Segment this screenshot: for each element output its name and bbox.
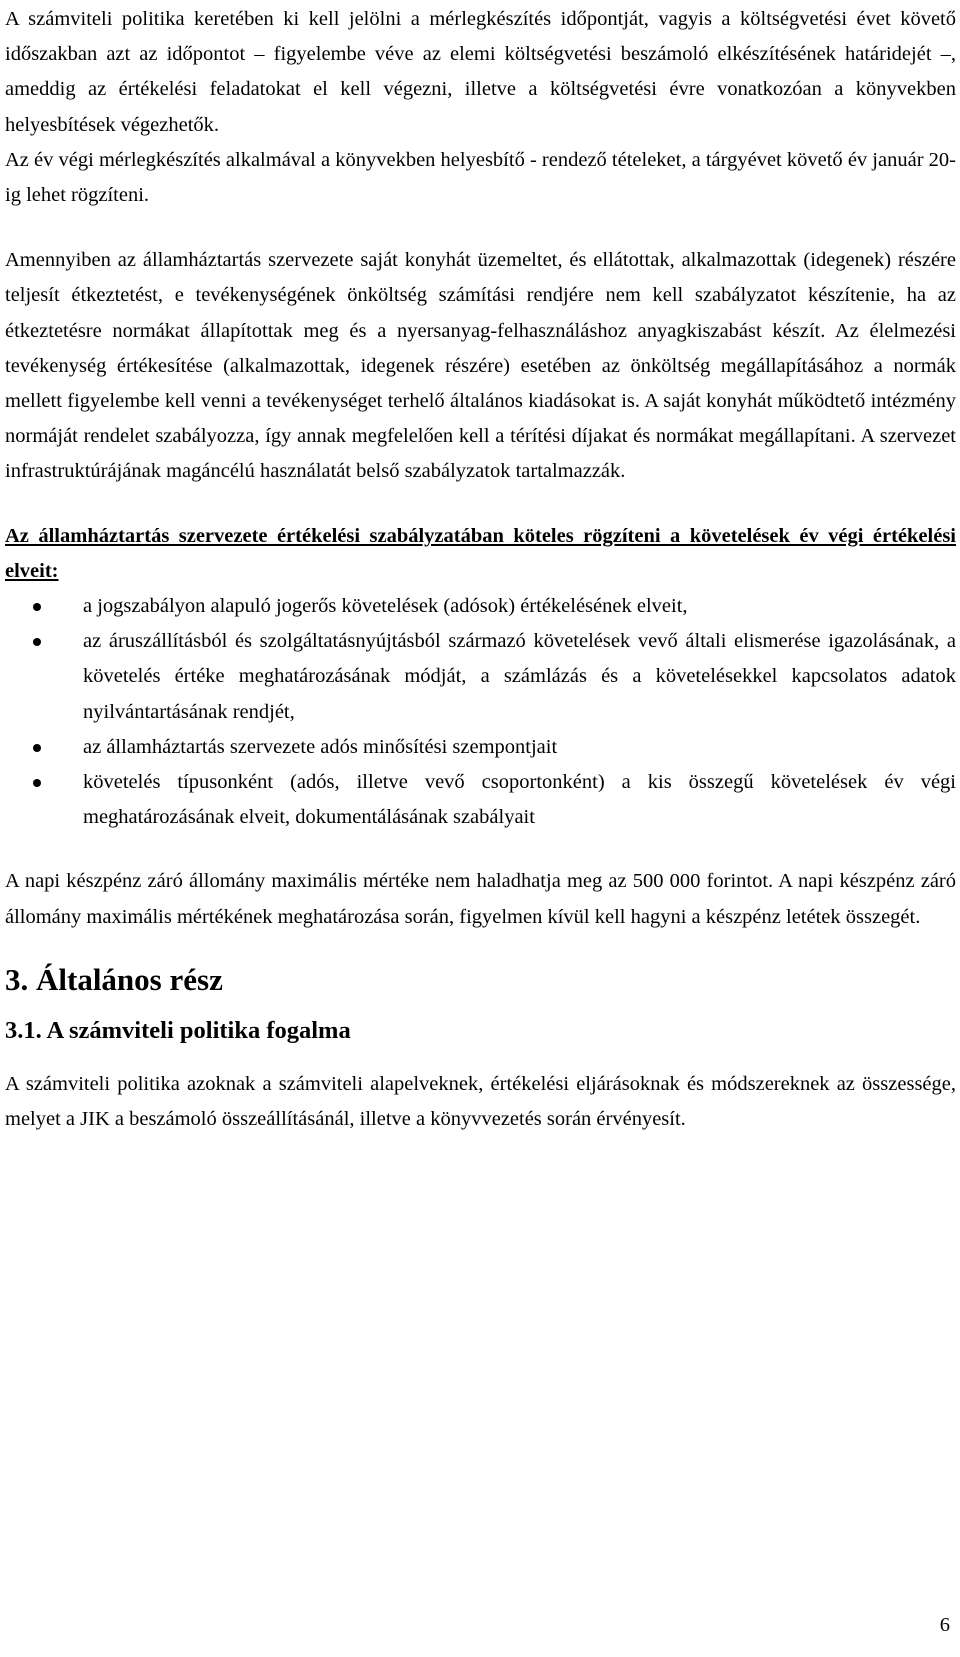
subsection-heading: 3.1. A számviteli politika fogalma bbox=[5, 1016, 351, 1044]
bullet-icon bbox=[33, 744, 41, 752]
list-item bbox=[5, 624, 956, 730]
spacer bbox=[5, 490, 956, 519]
section-heading: 3. Általános rész bbox=[5, 961, 223, 997]
list-item-text: az államháztartás szervezete adós minősítési szempontjait bbox=[83, 735, 558, 758]
list-item bbox=[5, 765, 956, 835]
paragraph-year-end-corrections: Az év végi mérlegkészítés alkalmával a könyvekben helyesbítő - rendező tételeket, a tárgyévet követő év január 20-ig lehet rögzíteni. bbox=[5, 148, 956, 207]
document-body bbox=[5, 2, 956, 1137]
list-item bbox=[5, 589, 956, 624]
list-item-text: a jogszabályon alapuló jogerős követelések (adósok) értékelésének elveit, bbox=[83, 595, 688, 618]
receivables-principles-list bbox=[5, 589, 956, 835]
spacer bbox=[5, 1048, 956, 1067]
paragraph-balance-sheet-date: A számviteli politika keretében ki kell jelölni a mérlegkészítés időpontját, vagyis a költségvetési évet követő időszakban azt az időpontot – figyelembe véve az elemi költségvetési beszámoló elkészítésének határidejét –, ameddig az értékelési feladatokat el kell végezni, illetve a költségvetési évre vonatkozóan a könyvekben helyesbítések végezhetők. bbox=[5, 8, 956, 136]
spacer bbox=[5, 935, 956, 960]
paragraph-kitchen-catering: Amennyiben az államháztartás szervezete saját konyhát üzemeltet, és ellátottak, alkalmazottak (idegenek) részére teljesít étkeztetést, e tevékenységének önköltség számítási rendjére nem kell szabályzatot készítenie, ha az étkeztetésre normákat állapítottak meg és a nyersanyag-felhasználáshoz anyagkiszabást készít. Az élelmezési tevékenység értékesítése (alkalmazottak, idegenek részére) esetében az önköltség megállapításához a normák mellett figyelembe kell venni a tevékenységet terhelő általános kiadásokat is. A saját konyhát működtető intézmény normáját rendelet szabályozza, így annak megfelelően kell a térítési díjakat és normákat megállapítani. A szervezet infrastruktúrájának magáncélú használatát belső szabályzatok tartalmazzák. bbox=[5, 249, 956, 483]
bullet-icon bbox=[33, 638, 41, 646]
list-item-text: követelés típusonként (adós, illetve vevő csoportonként) a kis összegű követelések év végi meghatározásának elveit, dokumentálásának szabályait bbox=[83, 771, 956, 829]
receivables-valuation-heading: Az államháztartás szervezete értékelési szabályzatában köteles rögzíteni a követelések év végi értékelési elveit: bbox=[5, 524, 956, 582]
spacer bbox=[5, 213, 956, 243]
list-item bbox=[5, 730, 956, 765]
bullet-icon bbox=[33, 779, 41, 787]
spacer bbox=[5, 1000, 956, 1014]
paragraph-cash-limit: A napi készpénz záró állomány maximális mértéke nem haladhatja meg az 500 000 forintot. A napi készpénz záró állomány maximális mértékének meghatározása során, figyelmen kívül kell hagyni a készpénz letétek összegét. bbox=[5, 870, 956, 928]
spacer bbox=[5, 835, 956, 864]
page-number: 6 bbox=[939, 1614, 950, 1636]
list-item-text: az áruszállításból és szolgáltatásnyújtásból származó követelések vevő általi elismerése igazolásának, a követelés értéke meghatározásának módját, a számlázás és a követelésekkel kapcsolatos adatok nyilvántartásának rendjét, bbox=[83, 630, 956, 723]
paragraph-accounting-policy-definition: A számviteli politika azoknak a számviteli alapelveknek, értékelési eljárásoknak és módszereknek az összessége, melyet a JIK a beszámoló összeállításánál, illetve a könyvvezetés során érvényesít. bbox=[5, 1072, 956, 1131]
bullet-icon bbox=[33, 603, 41, 611]
